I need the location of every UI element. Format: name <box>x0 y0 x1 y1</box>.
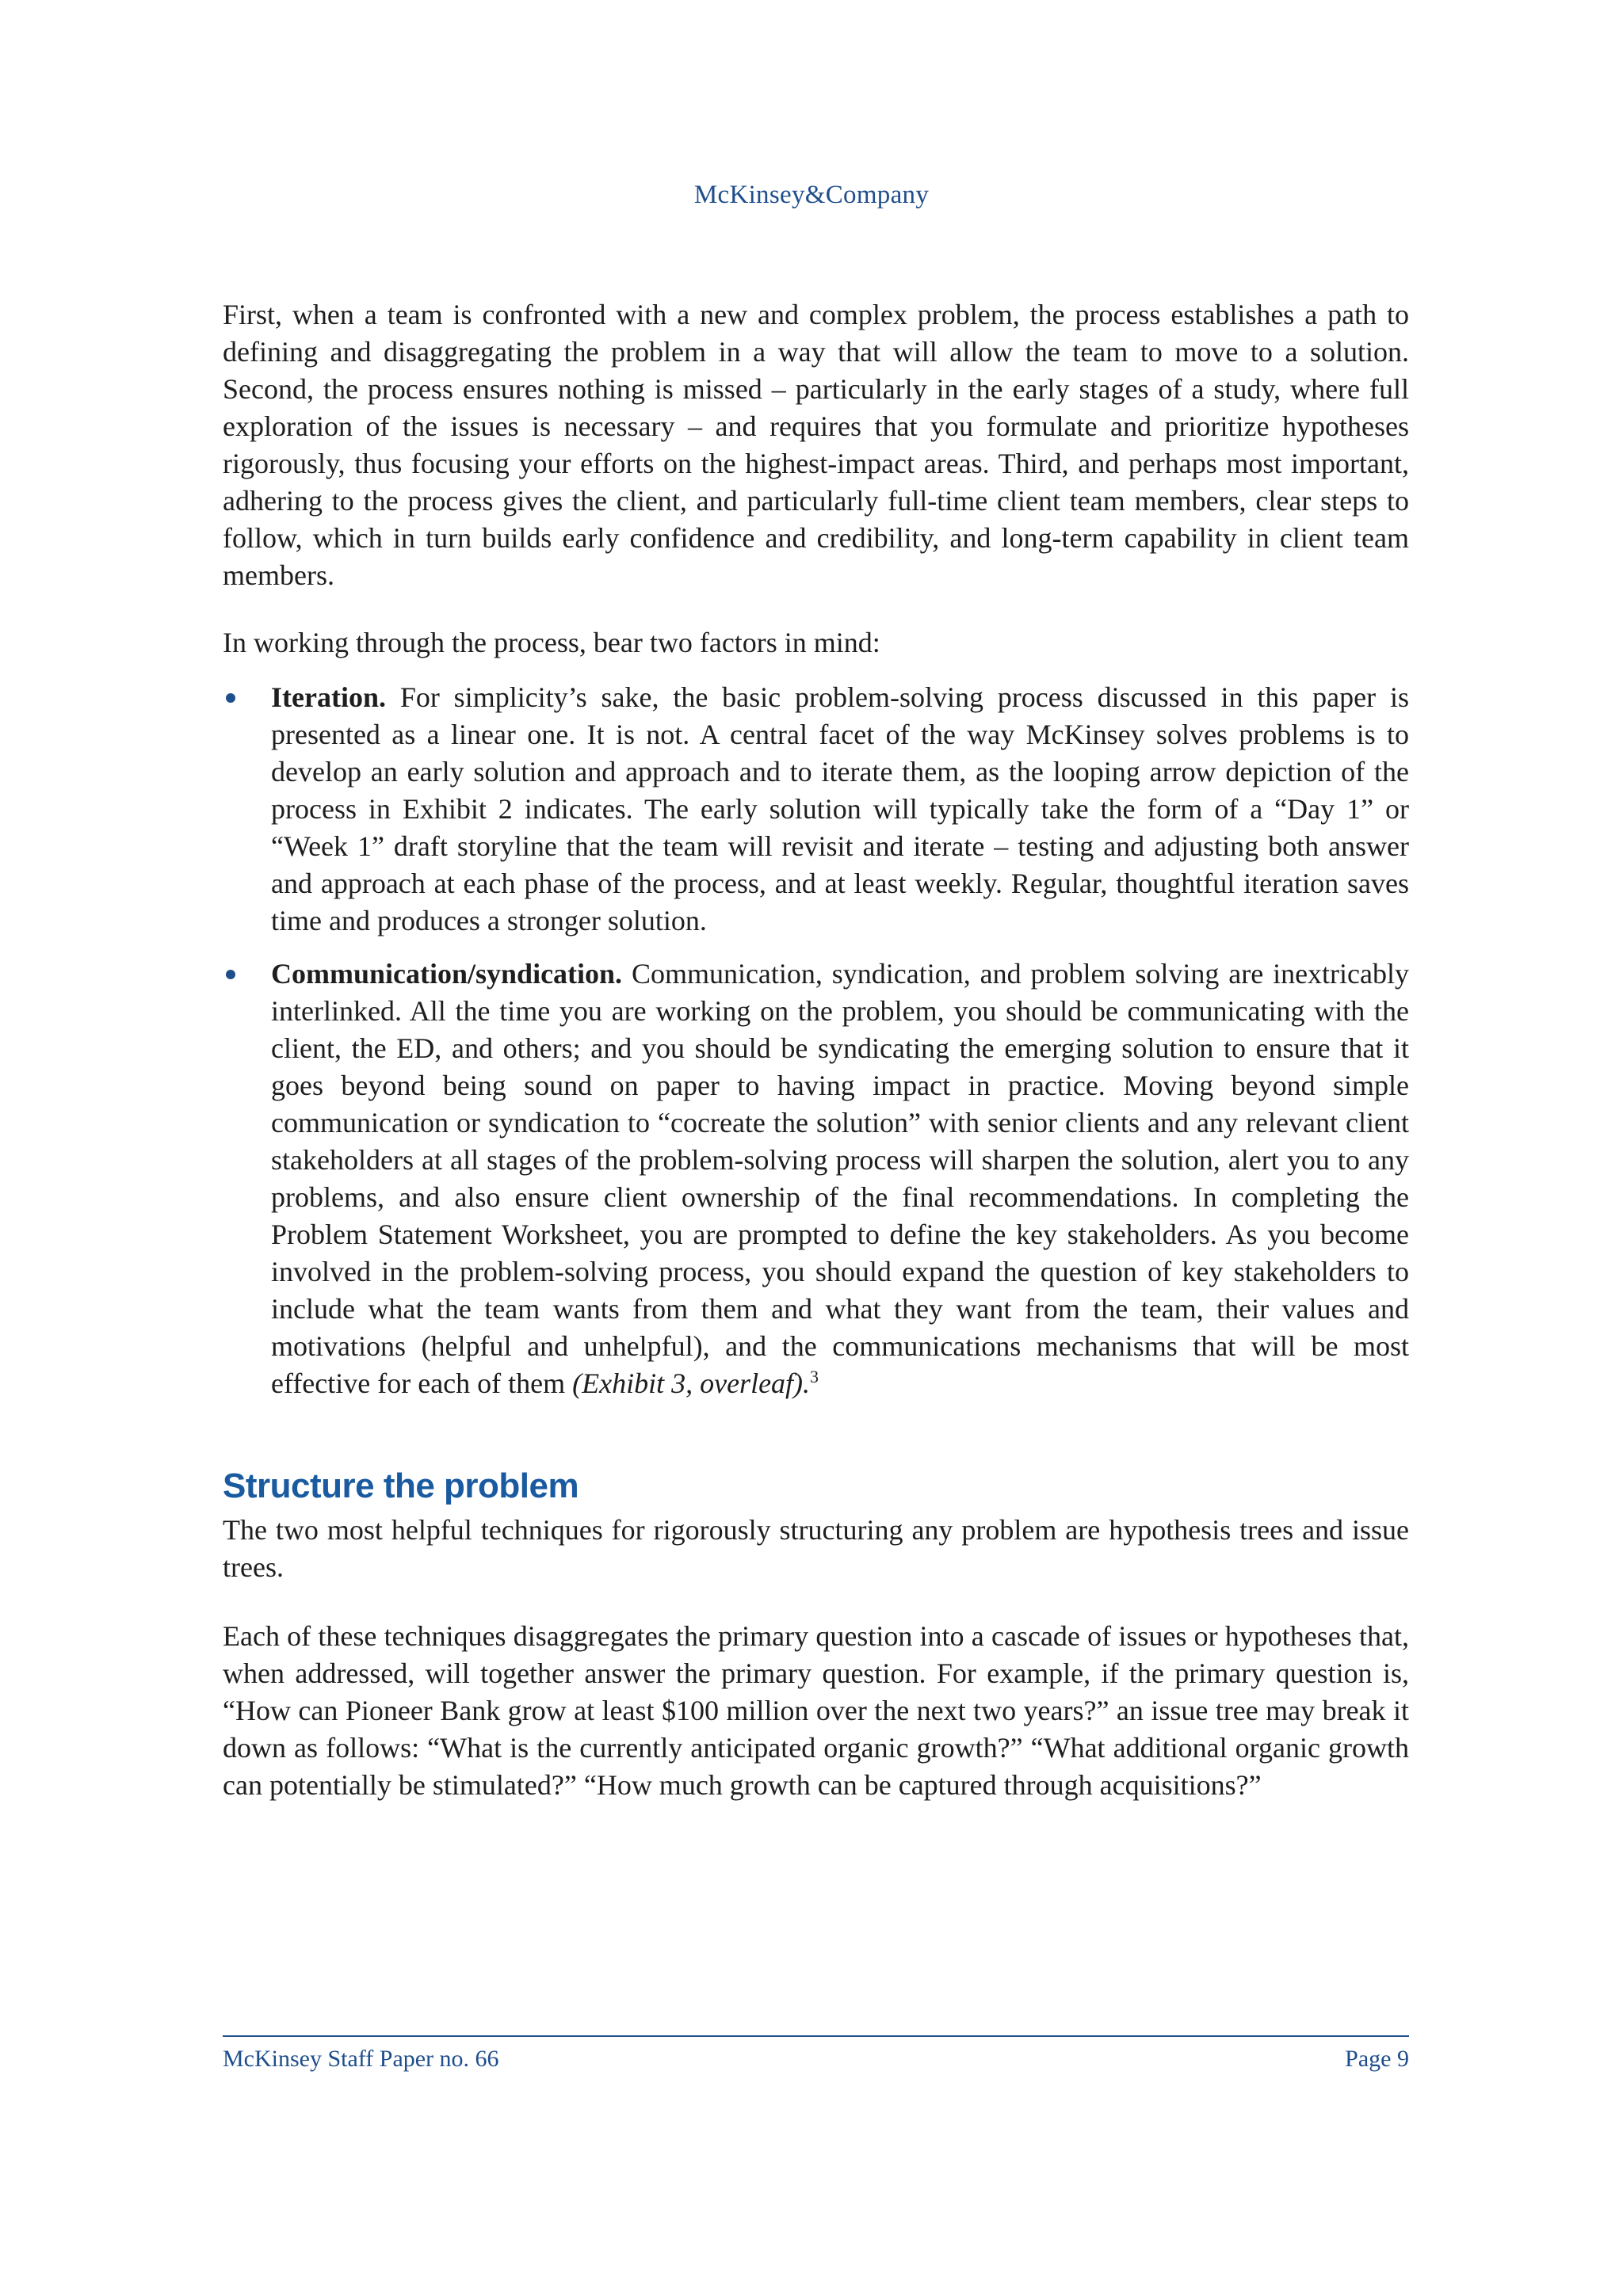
section-paragraph: Each of these techniques disaggregates the primary question into a cascade of issues or hypotheses that, when addressed, will together answer the primary question. For example, if the primary question is, “How can Pioneer Bank grow at least $100 million over the next two years?” an issue tree may break it down as follows: “What is the currently anticipated organic growth?” “What additional organic growth can potentially be stimulated?” “How much growth can be captured through acquisitions?” <box>223 1620 1409 1801</box>
list-item-iteration <box>223 679 1409 940</box>
bullet-term: Communication/syndication. <box>271 958 623 990</box>
factors-list <box>223 679 1409 1402</box>
bullet-dot-icon <box>226 970 235 979</box>
bullet-dot-icon <box>226 693 235 703</box>
section-heading: Structure the problem <box>223 1466 579 1505</box>
footer-publication: McKinsey Staff Paper no. 66 <box>223 2046 499 2072</box>
intro-paragraph: First, when a team is confronted with a new and complex problem, the process establishes a path to defining and disaggregating the problem in a way that will allow the team to move to a solution. Second, the process ensures nothing is missed – particularly in the early stages of a study, where full exploration of the issues is necessary – and requires that you formulate and prioritize hypotheses rigorously, thus focusing your efforts on the highest-impact areas. Third, and perhaps most important, adhering to the process gives the client, and particularly full-time client team members, clear steps to follow, which in turn builds early confidence and credibility, and long-term capability in client team members. <box>223 299 1409 591</box>
list-item-communication <box>223 955 1409 1402</box>
bullet-text: Communication, syndication, and problem solving are inextricably interlinked. All the time you are working on the problem, you should be communicating with the client, the ED, and others; and you should be syndicating the emerging solution to ensure that it goes beyond being sound on paper to having impact in practice. Moving beyond simple communication or syndication to “cocreate the solution” with senior clients and any relevant client stakeholders at all stages of the problem-solving process will sharpen the solution, alert you to any problems, and also ensure client ownership of the final recommendations. In completing the Problem Statement Worksheet, you are prompted to define the key stakeholders. As you become involved in the problem-solving process, you should expand the question of key stakeholders to include what the team wants from them and what they want from the team, their values and motivations (helpful and unhelpful), and the communications mechanisms that will be most effective for each of them <box>271 958 1409 1399</box>
factors-lead: In working through the process, bear two factors in mind: <box>223 627 880 658</box>
header-brand-logo: McKinsey&Company <box>693 181 930 209</box>
page-content <box>223 296 1409 1804</box>
footer-page-number: Page 9 <box>1345 2046 1409 2072</box>
exhibit-reference: (Exhibit 3, overleaf). <box>572 1367 811 1399</box>
bullet-text: For simplicity’s sake, the basic problem-solving process discussed in this paper is presented as a linear one. It is not. A central facet of the way McKinsey solves problems is to develop an early solution and approach and to iterate them, as the looping arrow depiction of the process in Exhibit 2 indicates. The early solution will typically take the form of a “Day 1” or “Week 1” draft storyline that the team will revisit and iterate – testing and adjusting both answer and approach at each phase of the process, and at least weekly. Regular, thoughtful iteration saves time and produces a stronger solution. <box>271 681 1409 936</box>
bullet-term: Iteration. <box>271 681 386 713</box>
footer-divider <box>223 2035 1409 2037</box>
footnote-marker: 3 <box>810 1367 819 1386</box>
section-paragraph: The two most helpful techniques for rigorously structuring any problem are hypothesis trees and issue trees. <box>223 1514 1409 1583</box>
